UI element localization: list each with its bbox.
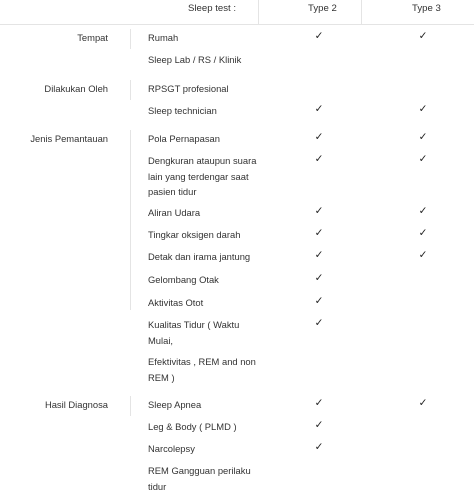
feature-item: Gelombang Otak — [148, 274, 219, 285]
section-divider — [130, 396, 131, 416]
check-icon: ✓ — [418, 227, 428, 239]
check-icon: ✓ — [314, 30, 324, 42]
check-icon: ✓ — [314, 419, 324, 431]
check-icon: ✓ — [314, 227, 324, 239]
feature-item: Efektivitas , REM and non REM ) — [148, 356, 256, 383]
feature-item: Sleep technician — [148, 105, 217, 116]
feature-item: Kualitas Tidur ( Waktu Mulai, — [148, 319, 240, 346]
check-icon: ✓ — [418, 103, 428, 115]
feature-item: Aktivitas Otot — [148, 297, 204, 308]
section-label: Jenis Pemantauan — [30, 133, 108, 144]
feature-item: REM Gangguan perilaku tidur — [148, 465, 251, 492]
check-icon: ✓ — [314, 397, 324, 409]
check-icon: ✓ — [314, 272, 324, 284]
check-icon: ✓ — [314, 103, 324, 115]
sleep-test-header: Sleep test : — [188, 3, 236, 14]
type3-header: Type 3 — [412, 3, 441, 14]
check-icon: ✓ — [314, 295, 324, 307]
section-divider — [130, 80, 131, 100]
feature-item: Rumah — [148, 32, 179, 43]
check-icon: ✓ — [314, 205, 324, 217]
check-icon: ✓ — [418, 131, 428, 143]
check-icon: ✓ — [314, 131, 324, 143]
feature-item: Narcolepsy — [148, 443, 195, 454]
check-icon: ✓ — [418, 153, 428, 165]
section-label: Tempat — [77, 32, 108, 43]
feature-item: Aliran Udara — [148, 207, 201, 218]
table-header — [0, 0, 474, 25]
section-divider — [130, 29, 131, 49]
feature-item: RPSGT profesional — [148, 83, 229, 94]
section-label: Dilakukan Oleh — [44, 83, 108, 94]
check-icon: ✓ — [418, 205, 428, 217]
feature-item: Sleep Lab / RS / Klinik — [148, 54, 242, 65]
feature-item: Detak dan irama jantung — [148, 251, 251, 262]
type2-header: Type 2 — [308, 3, 337, 14]
check-icon: ✓ — [314, 317, 324, 329]
feature-item: Dengkuran ataupun suara lain yang terdengar saat pasien tidur — [148, 155, 257, 198]
check-icon: ✓ — [314, 153, 324, 165]
feature-item: Tingkar oksigen darah — [148, 229, 241, 240]
section-label: Hasil Diagnosa — [44, 399, 108, 410]
header-divider — [258, 0, 259, 24]
section-divider — [130, 130, 131, 310]
header-divider — [361, 0, 362, 24]
feature-item: Sleep Apnea — [148, 399, 202, 410]
check-icon: ✓ — [418, 30, 428, 42]
check-icon: ✓ — [418, 249, 428, 261]
check-icon: ✓ — [314, 249, 324, 261]
check-icon: ✓ — [314, 441, 324, 453]
feature-item: Leg & Body ( PLMD ) — [148, 421, 237, 432]
check-icon: ✓ — [418, 397, 428, 409]
feature-item: Pola Pernapasan — [148, 133, 220, 144]
